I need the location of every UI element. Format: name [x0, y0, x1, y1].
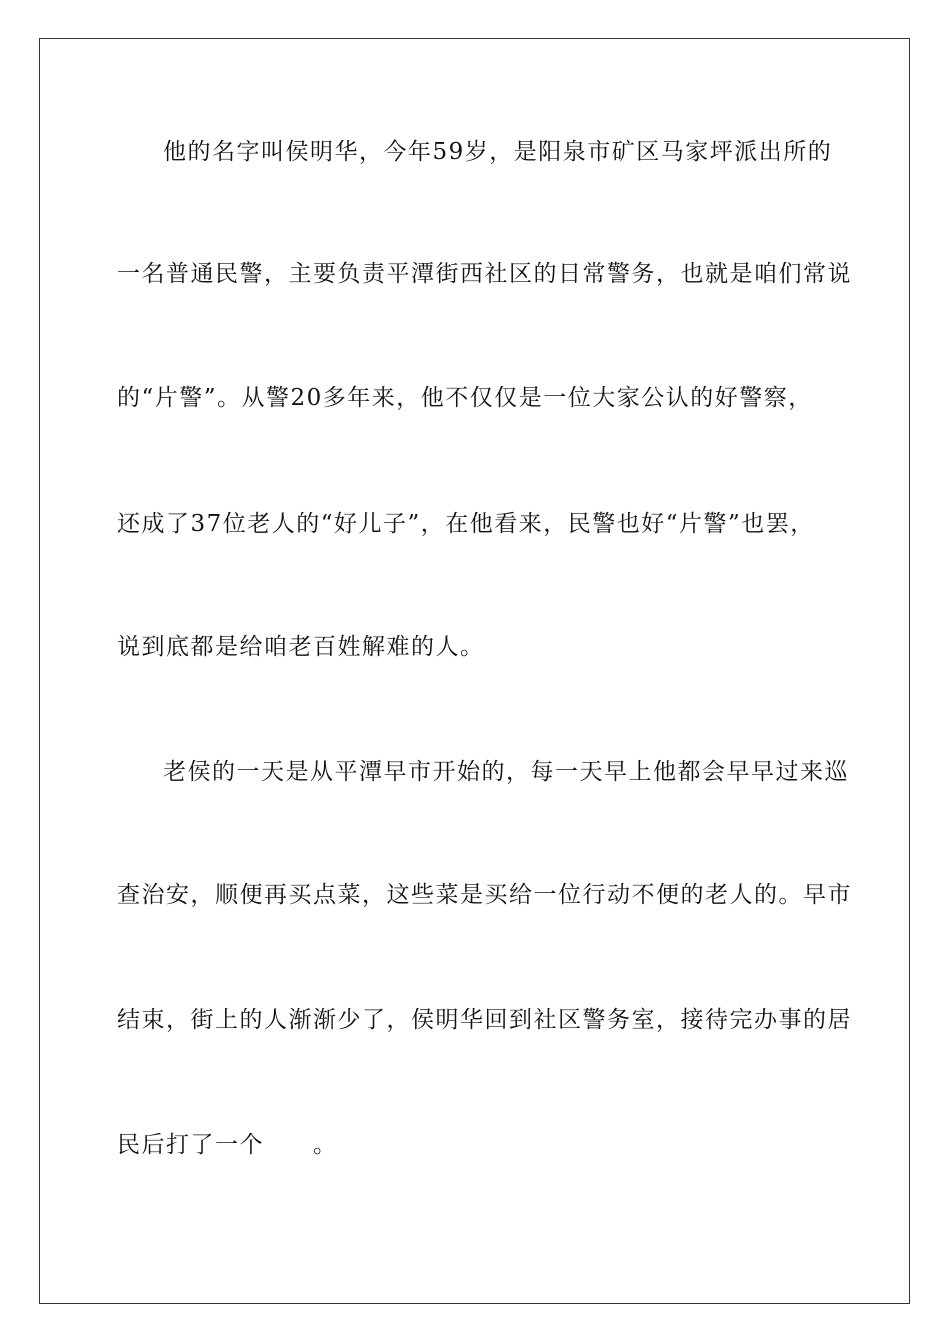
text-line: 他的名字叫侯明华，今年59岁，是阳泉市矿区马家坪派出所的: [163, 139, 833, 165]
text-line: 老侯的一天是从平潭早市开始的，每一天早上他都会早早过来巡: [163, 759, 849, 785]
text-line: 的“片警”。从警20多年来，他不仅仅是一位大家公认的好警察，: [117, 385, 813, 411]
text-line: 结束，街上的人渐渐少了，侯明华回到社区警务室，接待完办事的居: [117, 1007, 852, 1033]
text-line: 查治安，顺便再买点菜，这些菜是买给一位行动不便的老人的。早市: [117, 882, 852, 908]
page-frame: [39, 38, 910, 1304]
text-line: 民后打了一个 。: [117, 1132, 338, 1158]
text-line: 还成了37位老人的“好儿子”，在他看来，民警也好“片警”也罢，: [117, 511, 815, 537]
text-line: 说到底都是给咱老百姓解难的人。: [117, 634, 485, 660]
text-line: 一名普通民警，主要负责平潭街西社区的日常警务，也就是咱们常说: [117, 261, 852, 287]
